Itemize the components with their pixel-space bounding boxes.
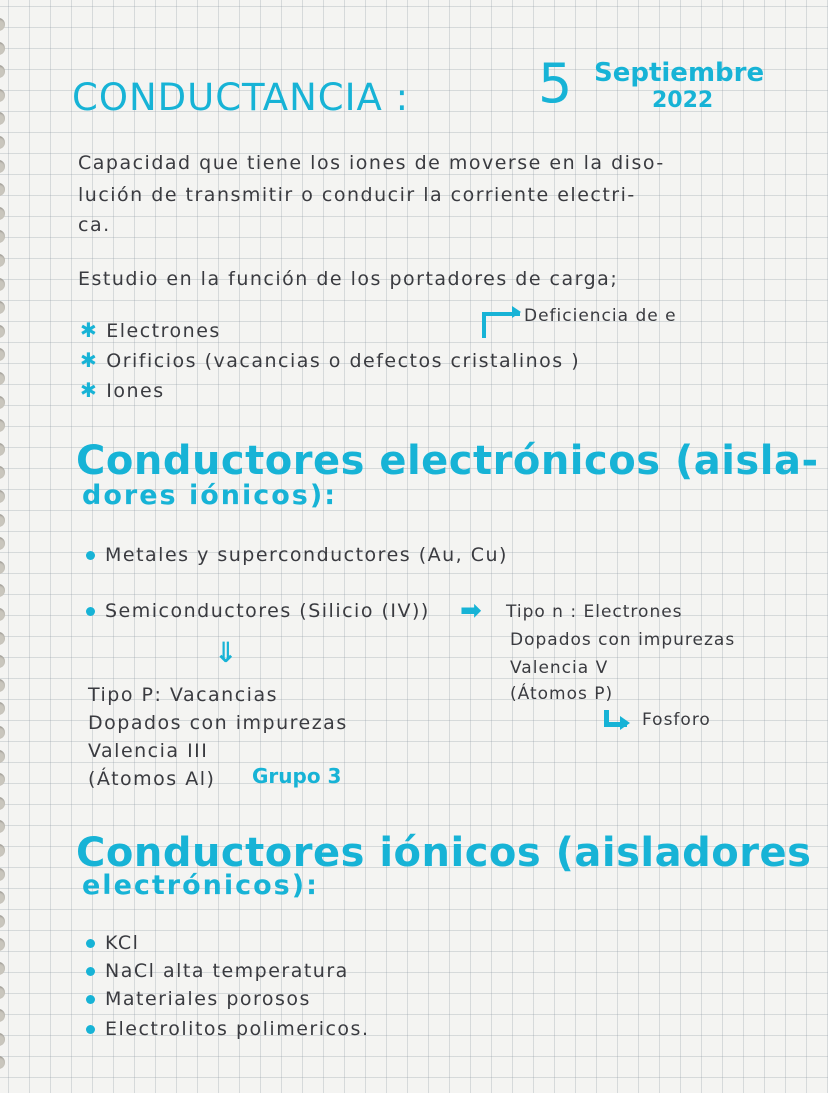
spiral-hole [0,655,5,668]
spiral-hole [0,396,5,409]
section-subheading-electronic: dores iónicos): [82,480,338,511]
date-year: 2022 [652,88,714,113]
type-n-note: Fosforo [642,710,711,730]
spiral-hole [0,254,5,267]
page-title: CONDUCTANCIA : [72,76,410,119]
spiral-hole [0,844,5,857]
list-item: Semiconductores (Silicio (IV)) [86,600,430,622]
spiral-hole [0,1056,5,1069]
type-n-line-1: Tipo n : Electrones [506,602,683,622]
spiral-hole [0,962,5,975]
spiral-hole [0,679,5,692]
spiral-hole [0,301,5,314]
spiral-hole [0,207,5,220]
notebook-spiral-holes [0,18,12,1088]
spiral-hole [0,986,5,999]
list-item: Materiales porosos [86,988,311,1010]
spiral-hole [0,891,5,904]
spiral-hole [0,726,5,739]
arrow-head-icon [512,306,521,318]
spiral-hole [0,466,5,479]
spiral-hole [0,490,5,503]
type-n-line-2: Dopados con impurezas [510,630,736,650]
type-p-line-1: Tipo P: Vacancias [88,684,278,706]
intro-line-3: ca. [78,214,111,236]
date-month: Septiembre [594,58,765,88]
spiral-hole [0,915,5,928]
type-n-line-3: Valencia V [510,658,609,678]
spiral-hole [0,372,5,385]
bullet-dot-icon [86,967,95,976]
spiral-hole [0,348,5,361]
star-bullet-icon: ✱ [80,318,99,342]
list-item: KCl [86,932,139,954]
spiral-hole [0,702,5,715]
down-arrow-icon: ⇓ [214,636,238,669]
bullet-dot-icon [86,995,95,1004]
type-p-line-2: Dopados con impurezas [88,712,348,734]
spiral-hole [0,136,5,149]
section-heading-electronic: Conductores electrónicos (aisla- [76,438,819,484]
spiral-hole [0,278,5,291]
spiral-hole [0,608,5,621]
section-heading-ionic: Conductores iónicos (aisladores [76,830,812,876]
spiral-hole [0,183,5,196]
intro-line-1: Capacidad que tiene los iones de moverse en la diso- [78,152,665,174]
study-line: Estudio en la función de los portadores de carga; [78,268,619,290]
carrier-item: ✱ Electrones [80,318,221,342]
type-n-line-4: (Átomos P) [510,684,614,704]
carrier-item: ✱ Iones [80,378,165,402]
carrier-note: Deficiencia de e [524,306,677,326]
spiral-hole [0,230,5,243]
spiral-hole [0,514,5,527]
group-label: Grupo 3 [252,764,342,788]
spiral-hole [0,561,5,574]
list-item: NaCl alta temperatura [86,960,349,982]
spiral-hole [0,797,5,810]
intro-line-2: lución de transmitir o conducir la corriente electri- [78,184,636,206]
list-item: Metales y superconductores (Au, Cu) [86,544,508,566]
spiral-hole [0,160,5,173]
date-day: 5 [538,52,573,115]
carrier-item: ✱ Orificios (vacancias o defectos cristalinos ) [80,348,581,372]
spiral-hole [0,419,5,432]
spiral-hole [0,773,5,786]
spiral-hole [0,584,5,597]
spiral-hole [0,868,5,881]
spiral-hole [0,632,5,645]
type-p-line-4: (Átomos Al) [88,768,216,790]
spiral-hole [0,750,5,763]
spiral-hole [0,18,5,31]
type-p-line-3: Valencia III [88,740,209,762]
bullet-dot-icon [86,939,95,948]
spiral-hole [0,325,5,338]
section-subheading-ionic: electrónicos): [82,870,319,901]
list-item: Electrolitos polimericos. [86,1018,370,1040]
bullet-dot-icon [86,1025,95,1034]
arrow-head-icon [620,716,630,730]
star-bullet-icon: ✱ [80,378,99,402]
spiral-hole [0,820,5,833]
right-arrow-icon: ➡ [460,596,482,626]
spiral-hole [0,1009,5,1022]
star-bullet-icon: ✱ [80,348,99,372]
spiral-hole [0,537,5,550]
spiral-hole [0,1033,5,1046]
spiral-hole [0,42,5,55]
bullet-dot-icon [86,551,95,560]
spiral-hole [0,443,5,456]
bullet-dot-icon [86,607,95,616]
spiral-hole [0,65,5,78]
spiral-hole [0,938,5,951]
spiral-hole [0,89,5,102]
spiral-hole [0,112,5,125]
